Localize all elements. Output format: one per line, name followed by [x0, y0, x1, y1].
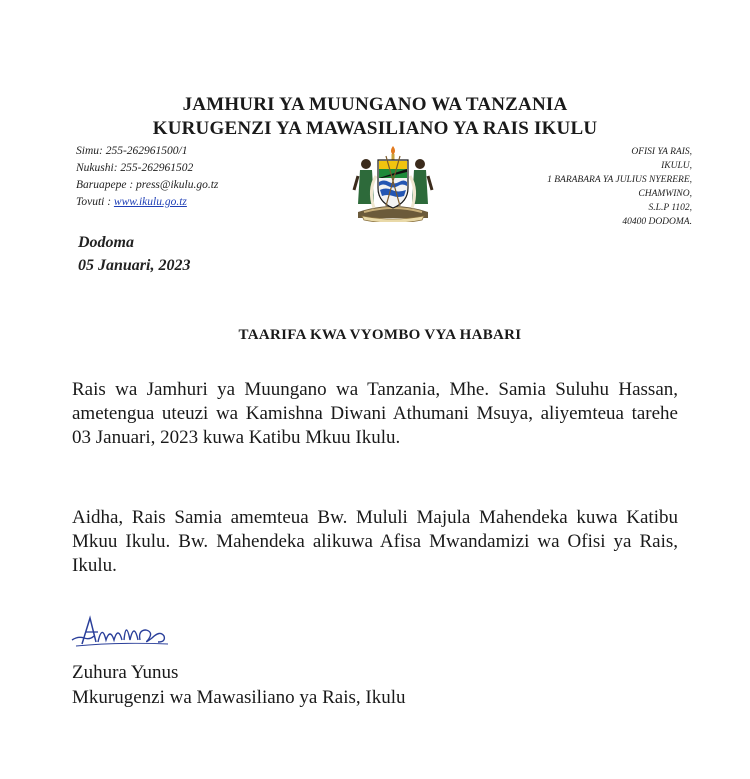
- address-line: 1 BARABARA YA JULIUS NYERERE,: [547, 175, 692, 185]
- address-line: 40400 DODOMA.: [622, 217, 692, 227]
- fax-text: Nukushi: 255-262961502: [76, 162, 194, 174]
- date-text: 05 Januari, 2023: [78, 257, 191, 274]
- website-row: [76, 194, 218, 211]
- address-line: CHAMWINO,: [638, 189, 692, 199]
- phone-text: Simu: 255-262961500/1: [76, 145, 188, 157]
- contact-block: [76, 143, 218, 211]
- address-line: IKULU,: [661, 161, 692, 171]
- body-paragraph-1: Rais wa Jamhuri ya Muungano wa Tanzania, Mhe. Samia Suluhu Hassan, ametengua uteuzi wa Kamishna Diwani Athumani Msuya, aliyemteua tarehe 03 Januari, 2023 kuwa Katibu Mkuu Ikulu.: [72, 379, 678, 448]
- address-block: [547, 145, 692, 229]
- address-line: OFISI YA RAIS,: [631, 147, 692, 157]
- website-label: Tovuti :: [76, 196, 114, 208]
- signature-icon: [68, 610, 174, 650]
- body-paragraph-2: Aidha, Rais Samia amemteua Bw. Mululi Majula Mahendeka kuwa Katibu Mkuu Ikulu. Bw. Mahendeka alikuwa Afisa Mwandamizi wa Ofisi ya Rais, Ikulu.: [72, 507, 678, 576]
- document-heading: TAARIFA KWA VYOMBO VYA HABARI: [238, 327, 522, 343]
- email-text: Baruapepe : press@ikulu.go.tz: [76, 179, 219, 191]
- website-link[interactable]: www.ikulu.go.tz: [113, 196, 187, 208]
- coat-of-arms-icon: [346, 142, 440, 222]
- signatory-name: Zuhura Yunus: [72, 662, 179, 683]
- header-title-line2: KURUGENZI YA MAWASILIANO YA RAIS IKULU: [152, 118, 598, 139]
- place-date-block: [78, 231, 190, 277]
- signatory-title: Mkurugenzi wa Mawasiliano ya Rais, Ikulu: [72, 687, 406, 708]
- place-text: Dodoma: [78, 234, 134, 251]
- header-title-line1: JAMHURI YA MUUNGANO WA TANZANIA: [182, 94, 568, 115]
- address-line: S.L.P 1102,: [648, 203, 692, 213]
- signatory-block: [72, 660, 405, 710]
